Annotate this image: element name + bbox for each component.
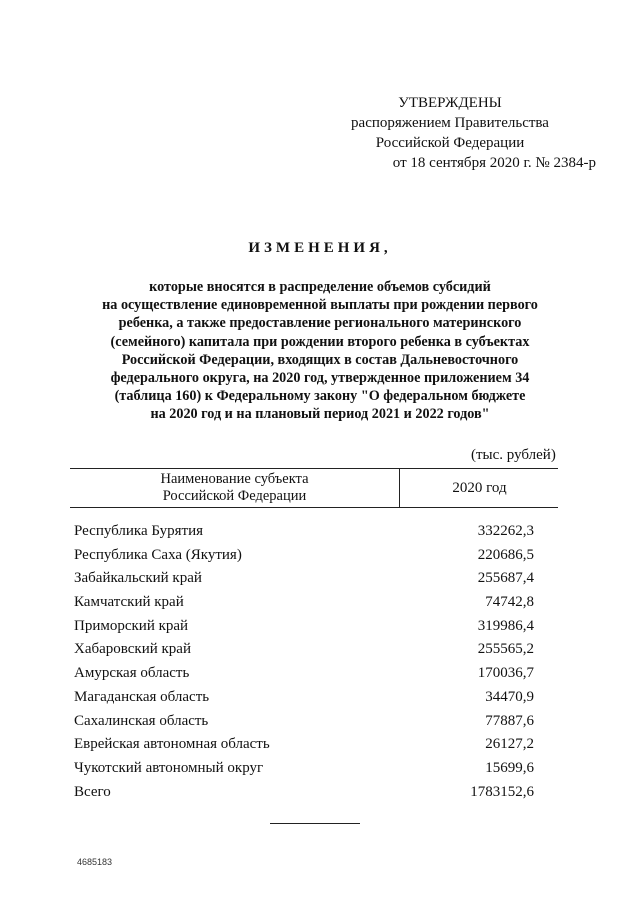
subtitle-line: на 2020 год и на плановый период 2021 и 2022 годов" xyxy=(150,406,490,423)
region-name: Республика Бурятия xyxy=(74,523,204,539)
subsidy-value: 74742,8 xyxy=(485,594,534,611)
subtitle-line: федерального округа, на 2020 год, утвержденное приложением 34 xyxy=(110,370,530,387)
table-row-total xyxy=(74,782,534,806)
document-id: 4685183 xyxy=(77,857,113,867)
approval-issuer: распоряжением Правительства xyxy=(351,115,549,131)
approval-block xyxy=(300,93,600,173)
table-row xyxy=(74,639,534,663)
region-name: Республика Саха (Якутия) xyxy=(74,546,242,563)
region-name: Забайкальский край xyxy=(74,570,202,587)
table-body xyxy=(74,521,534,805)
table-row xyxy=(74,734,534,758)
table-row xyxy=(74,711,534,735)
units-label: (тыс. рублей) xyxy=(471,447,556,463)
subtitle-line: (таблица 160) к Федеральному закону "О федеральном бюджете xyxy=(114,388,526,405)
table-row xyxy=(74,663,534,687)
total-value: 1783152,6 xyxy=(470,783,534,800)
region-name: Магаданская область xyxy=(74,688,210,705)
subsidy-value: 255565,2 xyxy=(477,641,534,658)
approval-heading: УТВЕРЖДЕНЫ xyxy=(398,95,502,111)
subsidy-value: 15699,6 xyxy=(485,759,534,776)
table-row xyxy=(74,592,534,616)
approval-government: Российской Федерации xyxy=(375,135,525,151)
subsidy-value: 26127,2 xyxy=(485,736,534,753)
end-divider xyxy=(270,823,360,824)
table-row xyxy=(74,758,534,782)
table-row xyxy=(74,568,534,592)
document-subtitle xyxy=(60,278,580,424)
region-name: Чукотский автономный округ xyxy=(74,759,264,776)
subtitle-line: Российской Федерации, входящих в состав Дальневосточного xyxy=(121,351,519,368)
table-row xyxy=(74,545,534,569)
subtitle-line: (семейного) капитала при рождении второго ребенка в субъектах xyxy=(110,333,530,350)
column-header-subject-line2: Российской Федерации xyxy=(162,488,307,504)
column-header-year: 2020 год xyxy=(452,480,507,496)
subsidy-value: 170036,7 xyxy=(477,665,534,682)
subsidy-value: 220686,5 xyxy=(477,546,534,563)
subsidy-value: 255687,4 xyxy=(477,570,534,587)
region-name: Приморский край xyxy=(74,617,189,634)
subsidy-value: 77887,6 xyxy=(485,712,534,729)
table-header xyxy=(70,468,558,508)
subsidy-value: 332262,3 xyxy=(477,523,534,539)
region-name: Еврейская автономная область xyxy=(74,736,270,753)
table-row xyxy=(74,616,534,640)
subtitle-line: на осуществление единовременной выплаты при рождении первого xyxy=(102,297,538,314)
subtitle-line: которые вносятся в распределение объемов субсидий xyxy=(149,279,491,295)
subtitle-line: ребенка, а также предоставление регионального материнского xyxy=(118,315,522,332)
region-name: Сахалинская область xyxy=(74,712,209,729)
table-row xyxy=(74,687,534,711)
subsidy-value: 319986,4 xyxy=(477,617,534,634)
subsidy-value: 34470,9 xyxy=(485,688,534,705)
region-name: Хабаровский край xyxy=(74,641,191,658)
column-header-subject xyxy=(70,469,400,507)
total-label: Всего xyxy=(74,783,111,800)
approval-date-number: от 18 сентября 2020 г. № 2384-р xyxy=(392,155,596,171)
region-name: Амурская область xyxy=(74,665,190,682)
column-header-subject-line1: Наименование субъекта xyxy=(160,471,309,487)
table-row xyxy=(74,521,534,545)
region-name: Камчатский край xyxy=(74,594,184,611)
document-title: ИЗМЕНЕНИЯ, xyxy=(248,240,392,256)
